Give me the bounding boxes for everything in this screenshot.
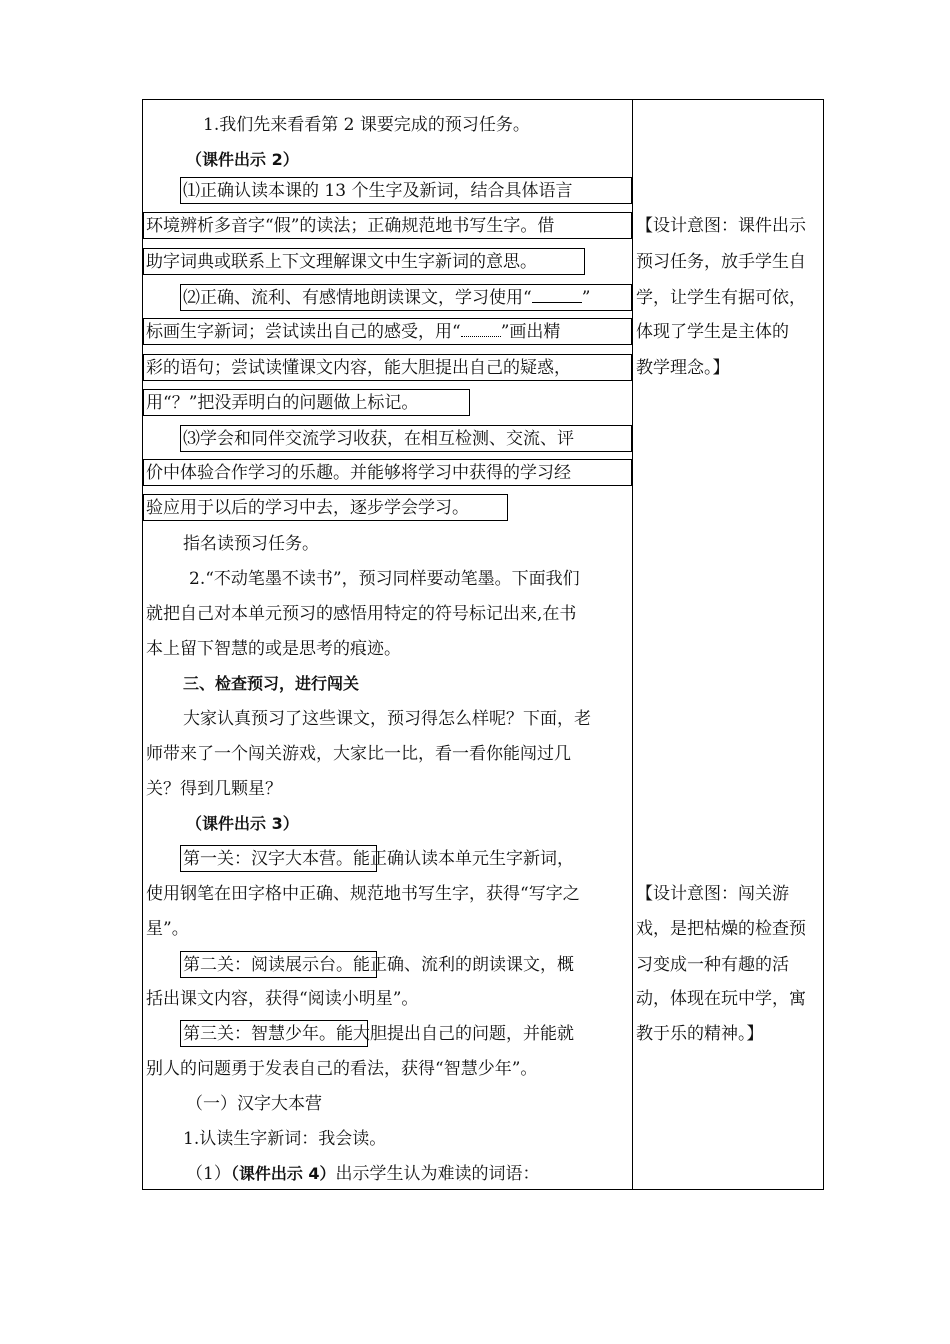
text-line: 验应用于以后的学习中去，逐步学会学习。	[146, 498, 469, 518]
text-segment: 标画生字新词；尝试读出自己的感受，用“	[146, 322, 461, 342]
section-heading: 三、检查预习，进行闯关	[183, 674, 360, 693]
design-note-2-line: 戏，是把枯燥的检查预	[636, 919, 806, 939]
design-note-1-line: 教学理念。】	[636, 358, 730, 378]
text-line: 师带来了一个闯关游戏，大家比一比，看一看你能闯过几	[146, 744, 571, 764]
text-segment: ”画出精	[500, 322, 561, 342]
text-line: 就把自己对本单元预习的感悟用特定的符号标记出来,在书	[146, 604, 577, 624]
text-line: ⑴正确认读本课的 13 个生字及新词，结合具体语言	[183, 181, 573, 201]
text-segment: 能正确、流利的朗读课文，概	[353, 955, 574, 975]
text-line	[183, 953, 574, 977]
text-segment: ”	[581, 288, 591, 308]
text-segment: ⑵正确、流利、有感情地朗读课文，学习使用“	[183, 288, 532, 308]
text-line	[186, 1162, 540, 1186]
text-line: 指名读预习任务。	[183, 534, 319, 554]
text-line: 1.我们先来看看第 2 课要完成的预习任务。	[203, 115, 530, 135]
subsection-heading: （一）汉字大本营	[186, 1094, 322, 1114]
level3-label: 第三关：智慧少年。	[183, 1024, 336, 1044]
text-line: 关？得到几颗星？	[146, 779, 282, 799]
slide-reference-2: （课件出示 2）	[186, 150, 299, 169]
design-note-2-line: 教于乐的精神。】	[636, 1024, 764, 1044]
text-line	[183, 1022, 574, 1046]
text-segment: 能大胆提出自己的问题，并能就	[336, 1024, 574, 1044]
slide-reference-4: （课件出示 4）	[230, 1164, 336, 1183]
text-line: 大家认真预习了这些课文，预习得怎么样呢？下面，老	[183, 709, 591, 729]
column-divider	[632, 99, 633, 1190]
text-line	[146, 320, 560, 344]
design-note-2-line: 习变成一种有趣的活	[636, 955, 789, 975]
text-line	[183, 847, 574, 871]
level1-label: 第一关：汉字大本营。	[183, 849, 353, 869]
design-note-1-line: 体现了学生是主体的	[636, 322, 789, 342]
underline-blank	[532, 288, 582, 303]
text-line: 本上留下智慧的或是思考的痕迹。	[146, 639, 401, 659]
text-line	[183, 286, 590, 310]
text-line: 别人的问题勇于发表自己的看法，获得“智慧少年”。	[146, 1059, 538, 1079]
level2-label: 第二关：阅读展示台。	[183, 955, 353, 975]
text-line: 使用钢笔在田字格中正确、规范地书写生字，获得“写字之	[146, 884, 580, 904]
wavy-line-blank	[461, 322, 501, 337]
design-note-1-line: 预习任务，放手学生自	[636, 252, 806, 272]
text-line: 用“？”把没弄明白的问题做上标记。	[146, 393, 419, 413]
text-line: 2.“不动笔墨不读书”，预习同样要动笔墨。下面我们	[189, 569, 580, 589]
slide-reference-3: （课件出示 3）	[186, 814, 299, 833]
text-segment: （1）	[186, 1164, 231, 1184]
text-line: ⑶学会和同伴交流学习收获，在相互检测、交流、评	[183, 429, 574, 449]
text-line: 助字词典或联系上下文理解课文中生字新词的意思。	[146, 252, 537, 272]
design-note-1-line: 【设计意图：课件出示	[636, 216, 806, 236]
text-line: 星”。	[146, 919, 189, 939]
design-note-2-line: 【设计意图：闯关游	[636, 884, 789, 904]
text-segment: 能正确认读本单元生字新词，	[353, 849, 574, 869]
text-line: 价中体验合作学习的乐趣。并能够将学习中获得的学习经	[146, 463, 571, 483]
text-line: 括出课文内容，获得“阅读小明星”。	[146, 989, 419, 1009]
text-line: 环境辨析多音字“假”的读法；正确规范地书写生字。借	[146, 216, 555, 236]
design-note-1-line: 学，让学生有据可依，	[636, 288, 806, 308]
design-note-2-line: 动，体现在玩中学，寓	[636, 989, 806, 1009]
text-segment: 出示学生认为难读的词语：	[335, 1164, 540, 1184]
text-line: 彩的语句；尝试读懂课文内容，能大胆提出自己的疑惑，	[146, 358, 571, 378]
text-line: 1.认读生字新词：我会读。	[183, 1129, 387, 1149]
